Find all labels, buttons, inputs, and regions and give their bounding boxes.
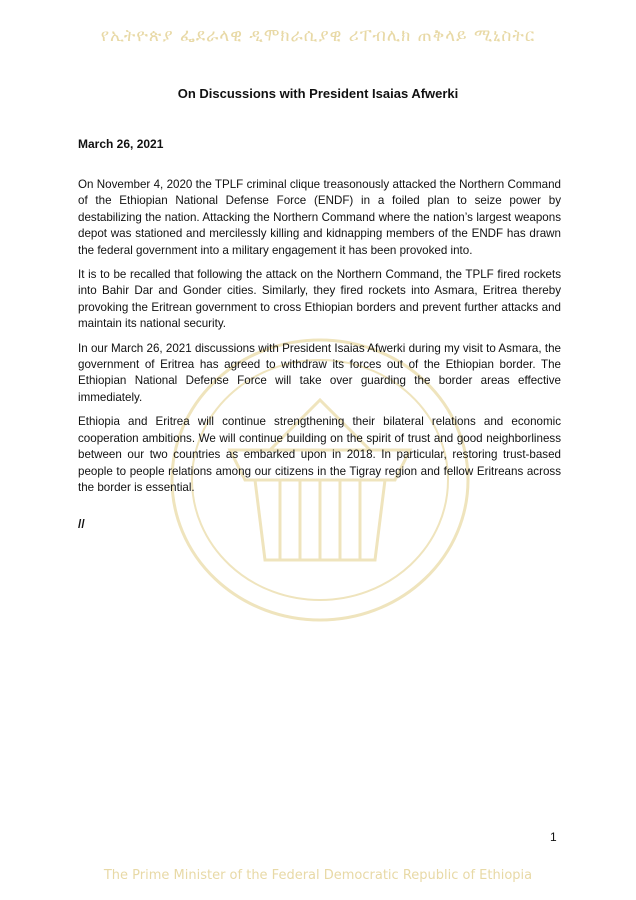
paragraph-4: Ethiopia and Eritrea will continue strengthening their bilateral relations and economic cooperation ambitions. We will continue building on the spirit of trust and good neighborliness between our two countries as embarked upon in 2018. In particular, restoring trust-based people to people relations among our citizens in the Tigray region and fellow Eritreans across the border is essential. <box>78 415 561 494</box>
letterhead-amharic-title: የኢትዮጵያ ፌደራላዊ ዲሞክራሲያዊ ሪፐብሊክ ጠቅላይ ሚኒስትር <box>100 26 536 46</box>
document-body <box>78 177 561 504</box>
paragraph-3: In our March 26, 2021 discussions with President Isaias Afwerki during my visit to Asmara, the government of Eritrea has agreed to withdraw its forces out of the Ethiopian border. The Ethiopian National Defense Force will take over guarding the border areas effective immediately. <box>78 341 561 404</box>
closing-mark: // <box>78 517 85 531</box>
page-number: 1 <box>550 830 557 844</box>
paragraph-2: It is to be recalled that following the attack on the Northern Command, the TPLF fired rockets into Bahir Dar and Gonder cities. Similarly, they fired rockets into Asmara, Eritrea thereby provoking the Eritrean government to cross Ethiopian borders and prevent further attacks and maintain its national security. <box>78 268 561 331</box>
paragraph-1: On November 4, 2020 the TPLF criminal clique treasonously attacked the Northern Command of the Ethiopian National Defense Force (ENDF) in a foiled plan to seize power by destabilizing the nation. Attacking the Northern Command where the nation’s largest weapons depot was stationed and mercilessly killing and kidnapping members of the ENDF has drawn the federal government into a military engagement it has been provoked into. <box>78 178 561 257</box>
document-date: March 26, 2021 <box>78 137 164 151</box>
document-title: On Discussions with President Isaias Afwerki <box>177 86 459 101</box>
letterhead-footer: The Prime Minister of the Federal Democratic Republic of Ethiopia <box>103 868 533 883</box>
